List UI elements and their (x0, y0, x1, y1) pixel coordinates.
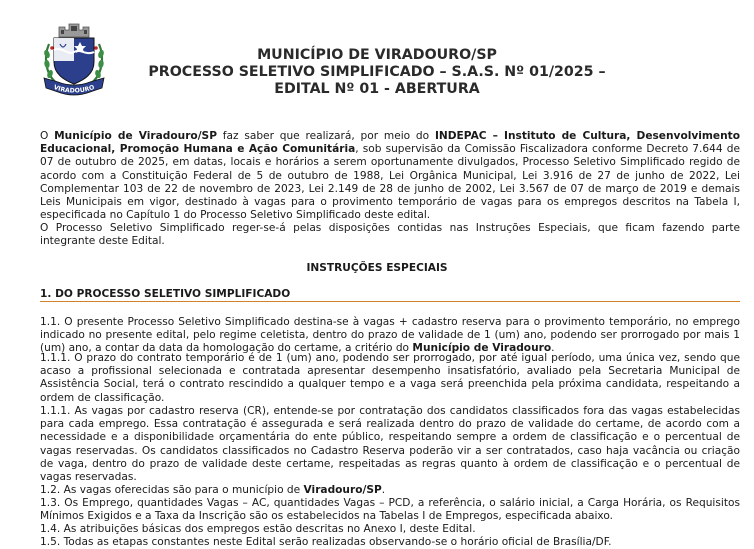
document-title (120, 47, 634, 98)
intro-paragraph-1: O Município de Viradouro/SP faz saber que realizará, por meio do INDEPAC – Instituto de Cultura, Desenvolvimento Educacional, Promoção Humana e Ação Comunitária, sob supervisão da Comissão Fiscalizadora conforme Decreto 7.644 de 07 de outubro de 2025, em datas, locais e horários a serem oportunamente divulgados, Processo Seletivo Simplificado regido de acordo com a Constituição Federal de 5 de outubro de 1988, Lei Orgânica Municipal, Lei 3.916 de 27 de junho de 2022, Lei Complementar 103 de 22 de novembro de 2023, Lei 2.149 de 28 de junho de 2002, Lei 3.567 de 07 de março de 2019 e demais Leis Municipais em vigor, destinado à vagas para o provimento temporário de vagas para os empregos descritos na Tabela I, especificada no Capítulo 1 do Processo Seletivo Simplificado deste edital. (40, 130, 740, 222)
item-1-1: 1.1. O presente Processo Seletivo Simplificado destina-se à vagas + cadastro reserva para o provimento temporário, no emprego indicado no presente edital, pelo regime celetista, dentro do prazo de validade de 1 (um) ano, podendo ser prorrogado por mais 1 (um) ano, a contar da data da homologação do certame, a critério do Município de Viradouro. (40, 316, 740, 355)
item-1-2: 1.2. As vagas oferecidas são para o município de Viradouro/SP. (40, 484, 386, 496)
intro-paragraph-2: O Processo Seletivo Simplificado reger-se-á pelas disposições contidas nas Instruções Especiais, que ficam fazendo parte integrante deste Edital. (40, 222, 740, 248)
item-1-1-1-reserve: 1.1.1. As vagas por cadastro reserva (CR), entende-se por contratação dos candidatos classificados fora das vagas estabelecidas para cada emprego. Essa contratação é assegurada e será realizada dentro do prazo de validade do certame, de acordo com a necessidade e a disponibilidade orçamentária do ente público, respeitando sempre a ordem de classificação e o percentual de vagas reservadas. Os candidatos classificados no Cadastro Reserva poderão vir a ser contratados, caso haja vacância ou criação de vaga, dentro do prazo de validade deste certame, respeitadas as regras quanto à ordem de classificação e o percentual de vagas reservadas. (40, 405, 740, 484)
item-1-3: 1.3. Os Emprego, quantidades Vagas – AC, quantidades Vagas – PCD, a referência, o salário inicial, a Carga Horária, os Requisitos Mínimos Exigidos e a Taxa da Inscrição são os estabelecidos na Tabelas I de Empregos, especificada abaixo. (40, 497, 740, 523)
instructions-heading: INSTRUÇÕES ESPECIAIS (306, 262, 448, 274)
item-1-5: 1.5. Todas as etapas constantes neste Edital serão realizadas observando-se o horário oficial de Brasília/DF. (40, 536, 612, 548)
viradouro-coat-of-arms (38, 18, 110, 98)
shield-icon (54, 38, 94, 84)
title-line-1: MUNICÍPIO DE VIRADOURO/SP (257, 47, 497, 63)
mural-crown-icon (59, 24, 89, 37)
item-1-1-1: 1.1.1. O prazo do contrato temporário é de 1 (um) ano, podendo ser prorrogado, por até igual período, uma única vez, sendo que acaso a profissional selecionada e contratada apresentar desempenho insatisfatório, avaliado pela Secretaria Municipal de Assistência Social, terá o contrato rescindido a qualquer tempo e a vaga será preenchida pela próxima candidata, respeitando a ordem de classificação. (40, 352, 740, 404)
item-1-4: 1.4. As atribuições básicas dos empregos estão descritas no Anexo I, deste Edital. (40, 523, 476, 535)
title-line-2: PROCESSO SELETIVO SIMPLIFICADO – S.A.S. Nº 01/2025 – (148, 64, 606, 80)
title-line-3: EDITAL Nº 01 - ABERTURA (274, 81, 480, 97)
section-1-heading: 1. DO PROCESSO SELETIVO SIMPLIFICADO (40, 288, 740, 302)
banner-text: VIRADOURO (52, 83, 96, 95)
